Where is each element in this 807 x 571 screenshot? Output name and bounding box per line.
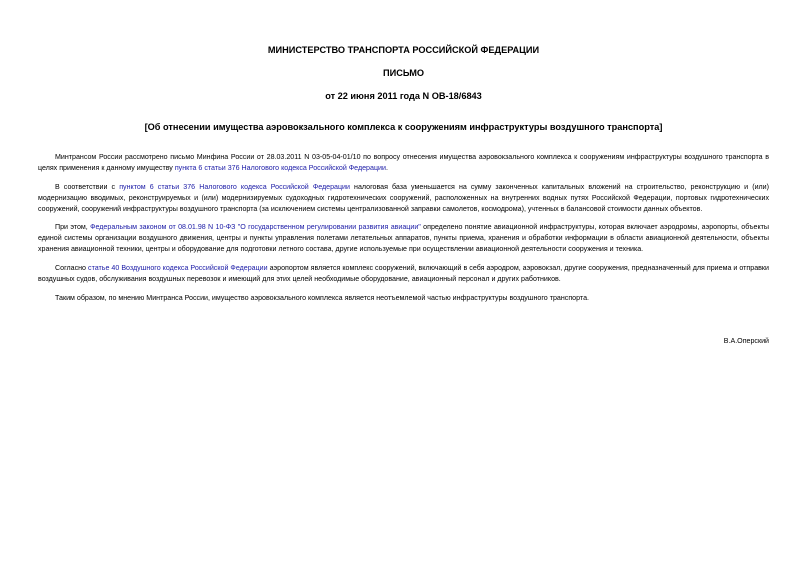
paragraph-3-text-before: При этом, [55, 223, 91, 231]
air-code-article-40-link[interactable]: статье 40 Воздушного кодекса Российской Федерации [88, 264, 268, 272]
paragraph-2-text-after: налоговая база уменьшается на сумму законченных капитальных вложений на строительство, реконструкцию и (или) модернизацию вводимых, реконструируемых и (или) модернизируемых судоходных гидротехнических сооружений, расположенных на внутренних водных путях Российской Федерации, портовых гидротехнических сооружений, сооружений инфраструктуры воздушного транспорта (за исключением системы централизованной заправки самолетов, космодрома), учтенных в балансовой стоимости данных объектов. [38, 183, 770, 213]
paragraph-3-text-after: определено понятие авиационной инфраструктуры, которая включает аэродромы, аэропорты, объекты единой системы организации воздушного движения, центры и пункты управления полетами летательных аппаратов, пункты приема, хранения и обработки информации в области авиационной деятельности, объекты хранения авиационной техники, центры и оборудование для подготовки летного состава, другие используемые при осуществлении авиационной деятельности сооружения и техника. [38, 223, 769, 253]
document-date-number: от 22 июня 2011 года N ОВ-18/6843 [325, 91, 482, 101]
paragraph-4-text-before: Согласно [55, 264, 89, 272]
paragraph-1-text-before: Минтрансом России рассмотрено письмо Минфина России от 28.03.2011 N 03-05-04-01/10 по вопросу отнесения имущества аэровокзального комплекса к сооружениям инфраструктуры воздушного транспорта в целях применения к данному имуществу [38, 153, 769, 172]
ministry-heading: МИНИСТЕРСТВО ТРАНСПОРТА РОССИЙСКОЙ ФЕДЕРАЦИИ [267, 45, 540, 55]
paragraph-2-text-before: В соответствии с [55, 183, 120, 191]
paragraph-2 [38, 182, 769, 215]
tax-code-article-376-link[interactable]: пункта 6 статьи 376 Налогового кодекса Российской Федерации [174, 164, 386, 172]
federal-law-10-fz-link[interactable]: Федеральным законом от 08.01.98 N 10-ФЗ "О государственном регулировании развития авиации" [90, 223, 421, 231]
paragraph-1-text-after: . [385, 164, 388, 172]
document-subject: [Об отнесении имущества аэровокзального комплекса к сооружениям инфраструктуры воздушного транспорта] [144, 122, 663, 132]
paragraph-3 [38, 222, 769, 255]
paragraph-1 [38, 152, 769, 174]
tax-code-article-376-link-2[interactable]: пунктом 6 статьи 376 Налогового кодекса Российской Федерации [119, 183, 350, 191]
paragraph-4 [38, 263, 769, 285]
signature: В.А.Оперский [723, 337, 769, 345]
paragraph-4-text-after: аэропортом является комплекс сооружений, включающий в себя аэродром, аэровокзал, другие сооружения, предназначенный для приема и отправки воздушных судов, обслуживания воздушных перевозок и имеющий для этих целей необходимые оборудование, авиационный персонал и других работников. [38, 264, 769, 283]
document-type-heading: ПИСЬМО [382, 68, 425, 78]
paragraph-5: Таким образом, по мнению Минтранса России, имущество аэровокзального комплекса является неотъемлемой частью инфраструктуры воздушного транспорта. [55, 294, 589, 302]
